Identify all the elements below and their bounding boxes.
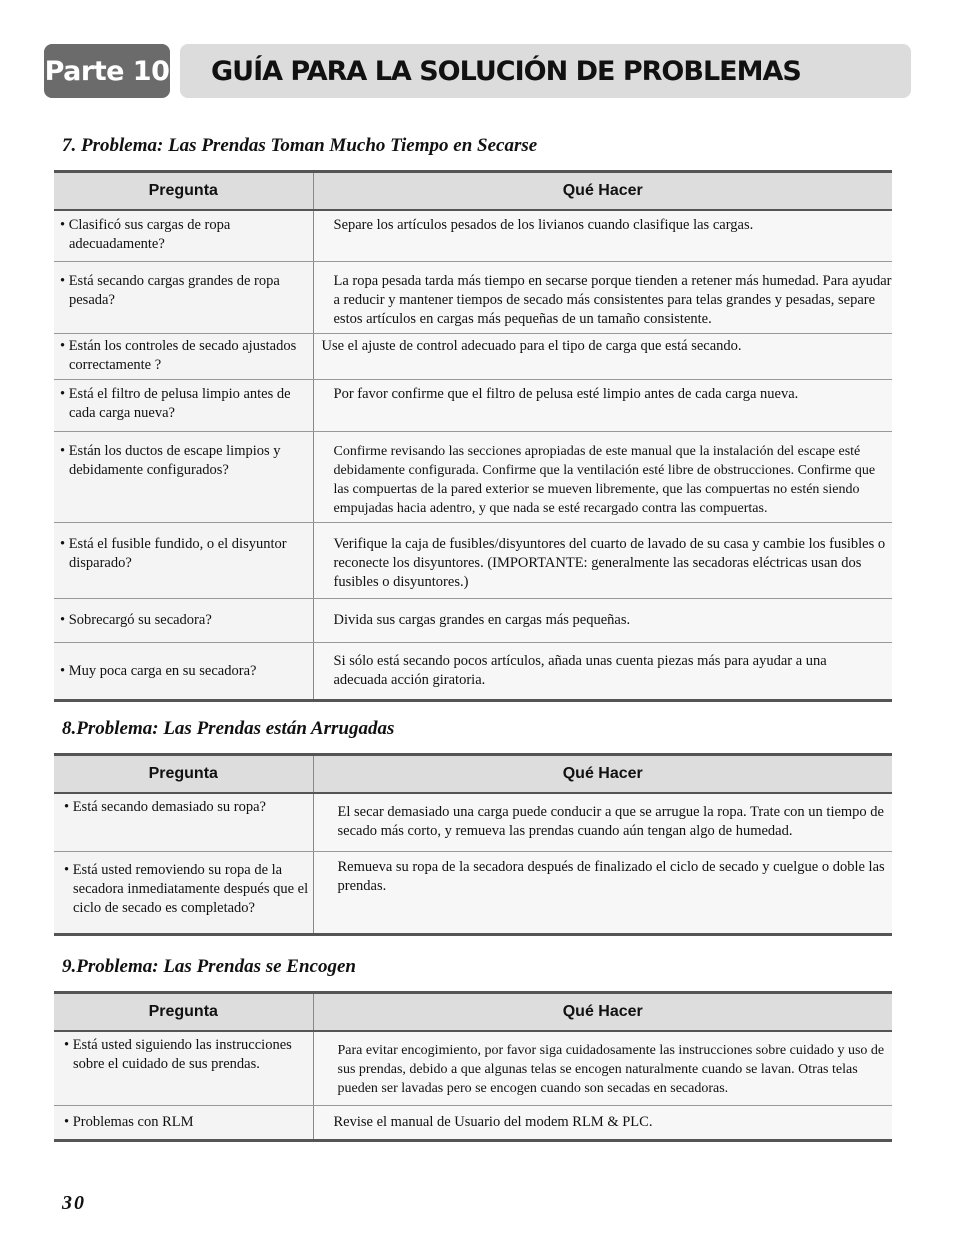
section-9-table bbox=[54, 991, 892, 1142]
page-number: 30 bbox=[62, 1192, 86, 1214]
table-row bbox=[54, 210, 892, 262]
answer-text: Separe los artículos pesados de los livianos cuando clasifique las cargas. bbox=[333, 216, 754, 233]
section-8-table bbox=[54, 753, 892, 936]
table-row bbox=[54, 643, 892, 701]
table-row bbox=[54, 380, 892, 432]
page-title: GUÍA PARA LA SOLUCIÓN DE PROBLEMAS bbox=[211, 55, 801, 87]
question-text: • Muy poca carga en su secadora? bbox=[60, 662, 257, 679]
section-9-title: 9.Problema: Las Prendas se Encogen bbox=[62, 956, 356, 977]
table-row bbox=[54, 334, 892, 380]
answer-text: Revise el manual de Usuario del modem RLM & PLC. bbox=[333, 1114, 653, 1130]
answer-text: El secar demasiado una carga puede conducir a que se arrugue la ropa. Trate con un tiempo de secado más corto, y remueva las prendas cuando aún tengan algo de humedad. bbox=[337, 803, 884, 839]
col-header-question: Pregunta bbox=[54, 172, 313, 210]
section-7-table bbox=[54, 170, 892, 702]
col-header-action: Qué Hacer bbox=[313, 172, 892, 210]
table-row bbox=[54, 432, 892, 523]
question-text: • Están los controles de secado ajustados correctamente ? bbox=[60, 338, 297, 373]
question-text: • Está el fusible fundido, o el disyuntor disparado? bbox=[60, 536, 287, 571]
answer-text: Confirme revisando las secciones apropiadas de este manual que la instalación del escape esté debidamente configurada. Confirme que la ventilación esté libre de obstrucciones. Confirme que las compuertas de la pared exterior se mueven libremente, que las compuertas no estén siendo empujadas hacia adentro, y que nada se esté recargado contra las compuertas. bbox=[333, 444, 876, 516]
table-row bbox=[54, 852, 892, 935]
table-row bbox=[54, 599, 892, 643]
answer-text: La ropa pesada tarda más tiempo en secarse porque tienden a retener más humedad. Para ayudar a reducir y mantener tiempos de secado más consistentes para telas grandes y pesadas, separe estos artículos en cargas más pequeñas de un tamaño consistente. bbox=[333, 273, 892, 327]
question-text: • Clasificó sus cargas de ropa adecuadamente? bbox=[60, 216, 231, 252]
answer-text: Divida sus cargas grandes en cargas más pequeñas. bbox=[333, 612, 631, 628]
col-header-question: Pregunta bbox=[54, 993, 313, 1031]
part-label: Parte 10 bbox=[44, 44, 170, 98]
question-text: • Está usted removiendo su ropa de la secadora inmediatamente después que el ciclo de secado es completado? bbox=[64, 862, 309, 916]
answer-text: Para evitar encogimiento, por favor siga cuidadosamente las instrucciones sobre cuidado y uso de sus prendas, debido a que algunas telas se encogen naturalmente cuando se lavan. Otras telas pueden ser lavadas pero se encogen cuando son secadas en secadoras. bbox=[337, 1042, 885, 1096]
answer-text: Si sólo está secando pocos artículos, añada unas cuenta piezas más para ayudar a una adecuada acción giratoria. bbox=[333, 653, 827, 688]
question-text: • Está usted siguiendo las instrucciones sobre el cuidado de sus prendas. bbox=[64, 1036, 292, 1072]
section-7-title: 7. Problema: Las Prendas Toman Mucho Tiempo en Secarse bbox=[62, 135, 538, 156]
table-row bbox=[54, 793, 892, 852]
table-row bbox=[54, 1031, 892, 1106]
question-text: • Está secando cargas grandes de ropa pesada? bbox=[60, 273, 280, 308]
answer-text: Remueva su ropa de la secadora después de finalizado el ciclo de secado y cuelgue o doble las prendas. bbox=[337, 859, 885, 894]
question-text: • Está el filtro de pelusa limpio antes de cada carga nueva? bbox=[60, 386, 291, 421]
table-row bbox=[54, 1106, 892, 1141]
col-header-action: Qué Hacer bbox=[313, 755, 892, 793]
table-row bbox=[54, 523, 892, 599]
answer-text: Verifique la caja de fusibles/disyuntores del cuarto de lavado de su casa y cambie los fusibles o reconecte los disyuntores. (IMPORTANTE: generalmente las secadoras eléctricas usan dos fusibles o disyuntores.) bbox=[333, 536, 886, 590]
page-title-bar bbox=[180, 44, 911, 98]
question-text: • Sobrecargó su secadora? bbox=[60, 612, 212, 628]
question-text: • Están los ductos de escape limpios y debidamente configurados? bbox=[60, 443, 281, 478]
col-header-action: Qué Hacer bbox=[313, 993, 892, 1031]
section-8-title: 8.Problema: Las Prendas están Arrugadas bbox=[62, 718, 395, 739]
answer-text: Por favor confirme que el filtro de pelusa esté limpio antes de cada carga nueva. bbox=[333, 386, 799, 402]
answer-text: Use el ajuste de control adecuado para el tipo de carga que está secando. bbox=[321, 338, 742, 354]
table-row bbox=[54, 262, 892, 334]
question-text: • Problemas con RLM bbox=[64, 1114, 194, 1130]
question-text: • Está secando demasiado su ropa? bbox=[64, 798, 266, 815]
col-header-question: Pregunta bbox=[54, 755, 313, 793]
